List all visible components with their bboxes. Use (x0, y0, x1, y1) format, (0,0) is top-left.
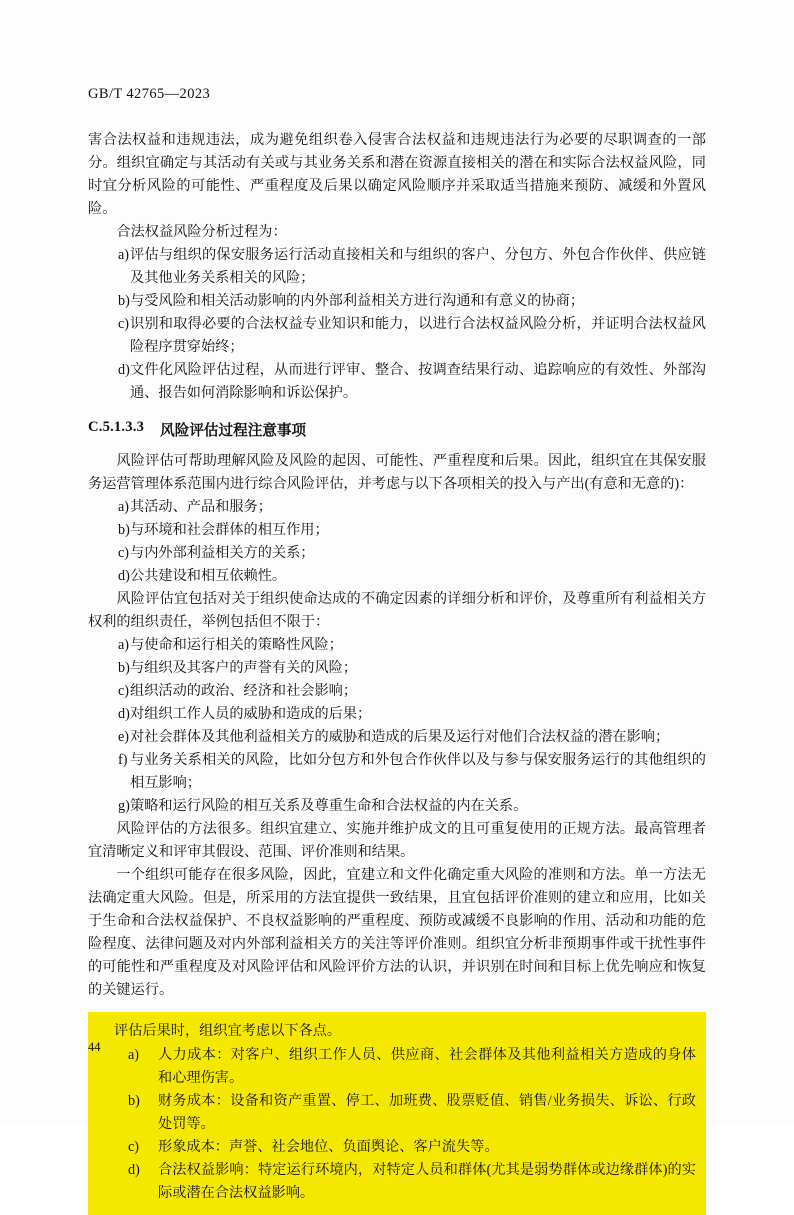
list-item (88, 290, 706, 313)
list-marker: d) (128, 1162, 140, 1178)
list-text: 评估与组织的保安服务运行活动直接相关和与组织的客户、分包方、外包合作伙伴、供应链及其他业务关系相关的风险； (130, 247, 706, 286)
list-item (114, 1090, 696, 1136)
section-paragraph-2: 风险评估宜包括对关于组织使命达成的不确定因素的详细分析和评价，及尊重所有利益相关方权利的组织责任，举例包括但不限于： (88, 591, 706, 630)
list-item (88, 634, 706, 657)
list-text: 文件化风险评估过程，从而进行评审、整合、按调查结果行动、追踪响应的有效性、外部沟通、报告如何消除影响和诉讼保护。 (130, 362, 706, 401)
section-paragraph-1: 风险评估可帮助理解风险及风险的起因、可能性、严重程度和后果。因此，组织宜在其保安服务运营管理体系范围内进行综合风险评估，并考虑与以下各项相关的投入与产出(有意和无意的)： (88, 453, 706, 492)
page-content (88, 86, 706, 1215)
list-marker: c) (118, 316, 130, 332)
list-item (114, 1159, 696, 1205)
list-marker: e) (118, 729, 130, 745)
list-item (88, 496, 706, 519)
list-text: 组织活动的政治、经济和社会影响； (130, 683, 358, 699)
list-marker: d) (118, 362, 130, 378)
list-item (88, 244, 706, 290)
section-title: 风险评估过程注意事项 (160, 423, 307, 439)
list-item (88, 359, 706, 405)
page-number: 44 (88, 1040, 101, 1054)
standard-code-header: GB/T 42765—2023 (88, 86, 211, 102)
list-marker: b) (128, 1093, 140, 1109)
list-text: 人力成本：对客户、组织工作人员、供应商、社会群体及其他利益相关方造成的身体和心理伤害。 (158, 1047, 696, 1086)
list-marker: b) (118, 660, 130, 676)
list-marker: a) (118, 247, 130, 263)
list-marker: g) (118, 798, 130, 814)
list-item (88, 565, 706, 588)
list-item (88, 726, 706, 749)
list-marker: c) (118, 683, 130, 699)
list-marker: b) (118, 522, 130, 538)
section-paragraph-4: 一个组织可能存在很多风险，因此，宜建立和文件化确定重大风险的准则和方法。单一方法无法确定重大风险。但是，所采用的方法宜提供一致结果，且宜包括评价准则的建立和应用，比如关于生命和合法权益保护、不良权益影响的严重程度、预防或减缓不良影响的作用、活动和功能的危险程度、法律问题及对内外部利益相关方的关注等评价准则。组织宜分析非预期事件或干扰性事件的可能性和严重程度及对风险评估和风险评价方法的认识，并识别在时间和目标上优先响应和恢复的关键运行。 (88, 867, 706, 998)
list-text: 识别和取得必要的合法权益专业知识和能力，以进行合法权益风险分析，并证明合法权益风险程序贯穿始终； (130, 316, 706, 355)
list-marker: d) (118, 568, 130, 584)
highlighted-block (88, 1012, 706, 1215)
list-item (114, 1136, 696, 1159)
list-text: 与使命和运行相关的策略性风险； (130, 637, 343, 653)
list-marker: d) (118, 706, 130, 722)
list-item (88, 703, 706, 726)
list-text: 形象成本：声誉、社会地位、负面舆论、客户流失等。 (158, 1139, 499, 1155)
list-marker: c) (128, 1139, 140, 1155)
body-paragraph-1: 害合法权益和违规违法，成为避免组织卷入侵害合法权益和违规违法行为必要的尽职调查的一部分。组织宜确定与其活动有关或与其业务关系和潜在资源直接相关的潜在和实际合法权益风险，同时宜分析风险的可能性、严重程度及后果以确定风险顺序并采取适当措施来预防、减缓和外置风险。 (88, 132, 706, 217)
section-number: C.5.1.3.3 (88, 419, 145, 435)
list-text: 与内外部利益相关方的关系； (130, 545, 315, 561)
list-text: 与业务关系相关的风险，比如分包方和外包合作伙伴以及与参与保安服务运行的其他组织的相互影响； (130, 752, 706, 791)
section-list-2 (88, 634, 706, 818)
list-item (88, 795, 706, 818)
list-text: 其活动、产品和服务； (130, 499, 272, 515)
list-text: 对组织工作人员的威胁和造成的后果； (130, 706, 372, 722)
list-text: 与受风险和相关活动影响的内外部利益相关方进行沟通和有意义的协商； (130, 293, 585, 309)
list-text: 公共建设和相互依赖性。 (130, 568, 287, 584)
section-paragraph-3: 风险评估的方法很多。组织宜建立、实施并维护成文的且可重复使用的正规方法。最高管理者宜清晰定义和评审其假设、范围、评价准则和结果。 (88, 821, 706, 860)
list-marker: a) (128, 1047, 140, 1063)
list-item (88, 519, 706, 542)
list-item (114, 1044, 696, 1090)
list-item (88, 749, 706, 795)
highlight-list (114, 1044, 696, 1205)
list-text: 财务成本：设备和资产重置、停工、加班费、股票贬值、销售/业务损失、诉讼、行政处罚等。 (158, 1093, 696, 1132)
list-text: 对社会群体及其他利益相关方的威胁和造成的后果及运行对他们合法权益的潜在影响； (130, 729, 670, 745)
list-item (88, 313, 706, 359)
section-heading (88, 419, 706, 440)
list-marker: a) (118, 637, 130, 653)
list-item (88, 542, 706, 565)
list-text: 合法权益影响：特定运行环境内，对特定人员和群体(尤其是弱势群体或边缘群体)的实际或潜在合法权益影响。 (158, 1162, 696, 1201)
list-marker: f) (118, 752, 128, 768)
list-marker: b) (118, 293, 130, 309)
list-text: 与环境和社会群体的相互作用； (130, 522, 329, 538)
highlight-lead-text: 评估后果时，组织宜考虑以下各点。 (114, 1023, 342, 1039)
list-item (88, 657, 706, 680)
list-text: 与组织及其客户的声誉有关的风险； (130, 660, 358, 676)
list-marker: a) (118, 499, 130, 515)
section-list-1 (88, 496, 706, 588)
list-item (88, 680, 706, 703)
body-list-1 (88, 244, 706, 405)
list-marker: c) (118, 545, 130, 561)
list-text: 策略和运行风险的相互关系及尊重生命和合法权益的内在关系。 (130, 798, 528, 814)
body-paragraph-2: 合法权益风险分析过程为： (116, 224, 287, 240)
